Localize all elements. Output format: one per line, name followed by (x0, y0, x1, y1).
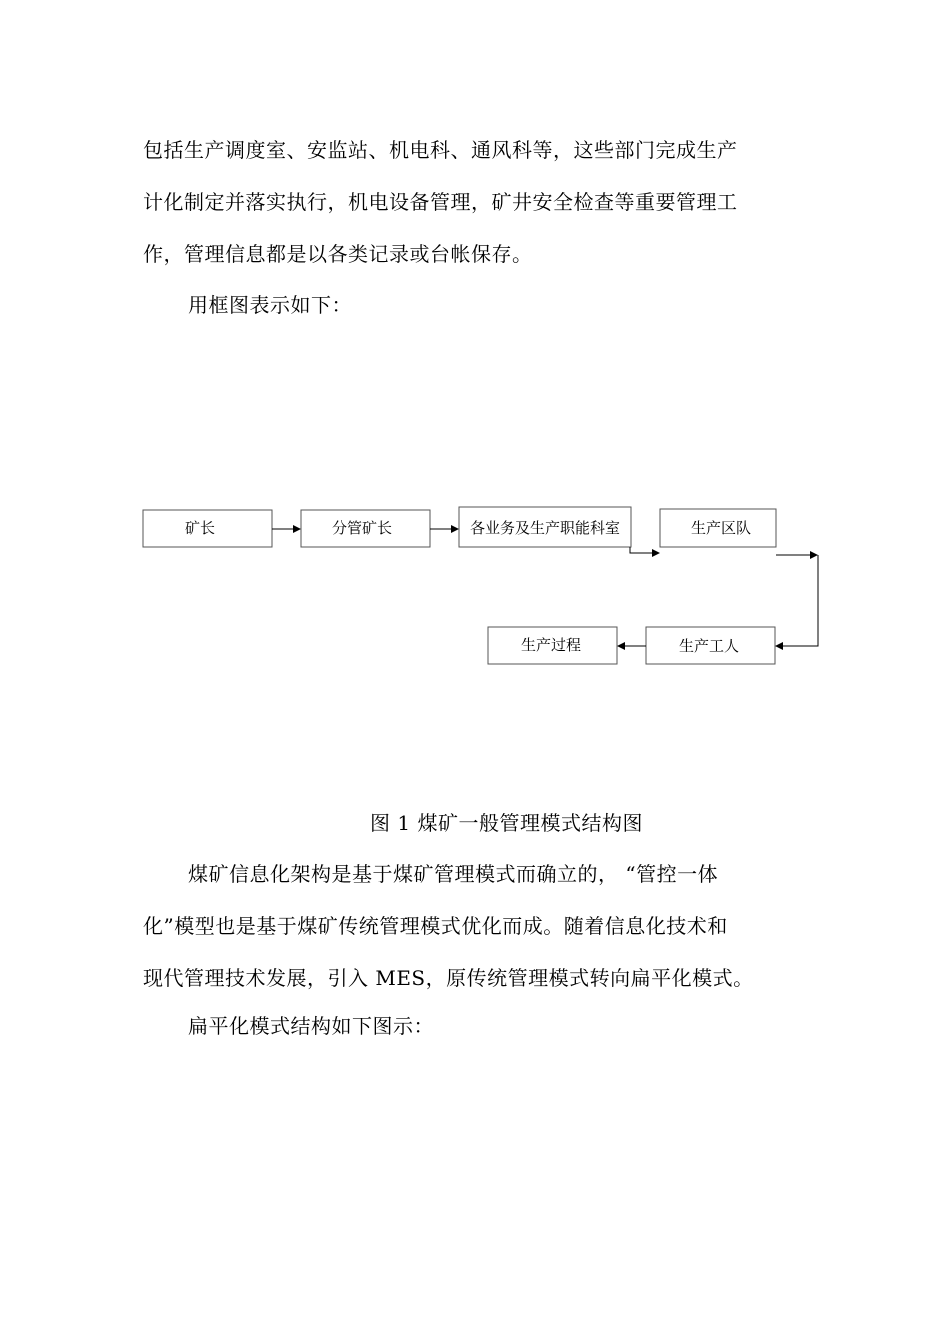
para1-line-3: 作，管理信息都是以各类记录或台帐保存。 (143, 242, 533, 266)
box-production-team-label: 生产区队 (690, 519, 752, 537)
box-production-worker (646, 627, 775, 664)
box-departments (459, 507, 631, 547)
box-mine-director (143, 510, 272, 547)
body-paragraph-3 (143, 848, 813, 1004)
body-paragraph-2: 用框图表示如下： (188, 293, 352, 317)
para3-line-3: 现代管理技术发展，引入 MES，原传统管理模式转向扁平化模式。 (143, 966, 754, 990)
box-production-worker-label: 生产工人 (678, 637, 740, 655)
figure-caption: 图 1 煤矿一般管理模式结构图 (370, 811, 643, 835)
box-production-process (488, 627, 617, 664)
box-production-process-label: 生产过程 (520, 636, 582, 654)
connector-right-down (776, 555, 818, 646)
box-production-team (660, 509, 776, 547)
para1-line-2: 计化制定并落实执行，机电设备管理，矿井安全检查等重要管理工 (143, 190, 738, 214)
body-paragraph-4: 扁平化模式结构如下图示： (188, 1014, 434, 1038)
para3-line-2: 化”模型也是基于煤矿传统管理模式优化而成。随着信息化技术和 (143, 914, 728, 938)
arrow-departments-to-team (630, 547, 659, 553)
para3-line-1: 煤矿信息化架构是基于煤矿管理模式而确立的， “管控一体 (188, 862, 719, 886)
box-departments-label: 各业务及生产职能科室 (469, 519, 621, 537)
box-mine-director-label: 矿长 (184, 519, 216, 537)
box-deputy-director (301, 510, 430, 547)
para1-line-1: 包括生产调度室、安监站、机电科、通风科等，这些部门完成生产 (143, 138, 738, 162)
box-deputy-director-label: 分管矿长 (331, 519, 393, 537)
